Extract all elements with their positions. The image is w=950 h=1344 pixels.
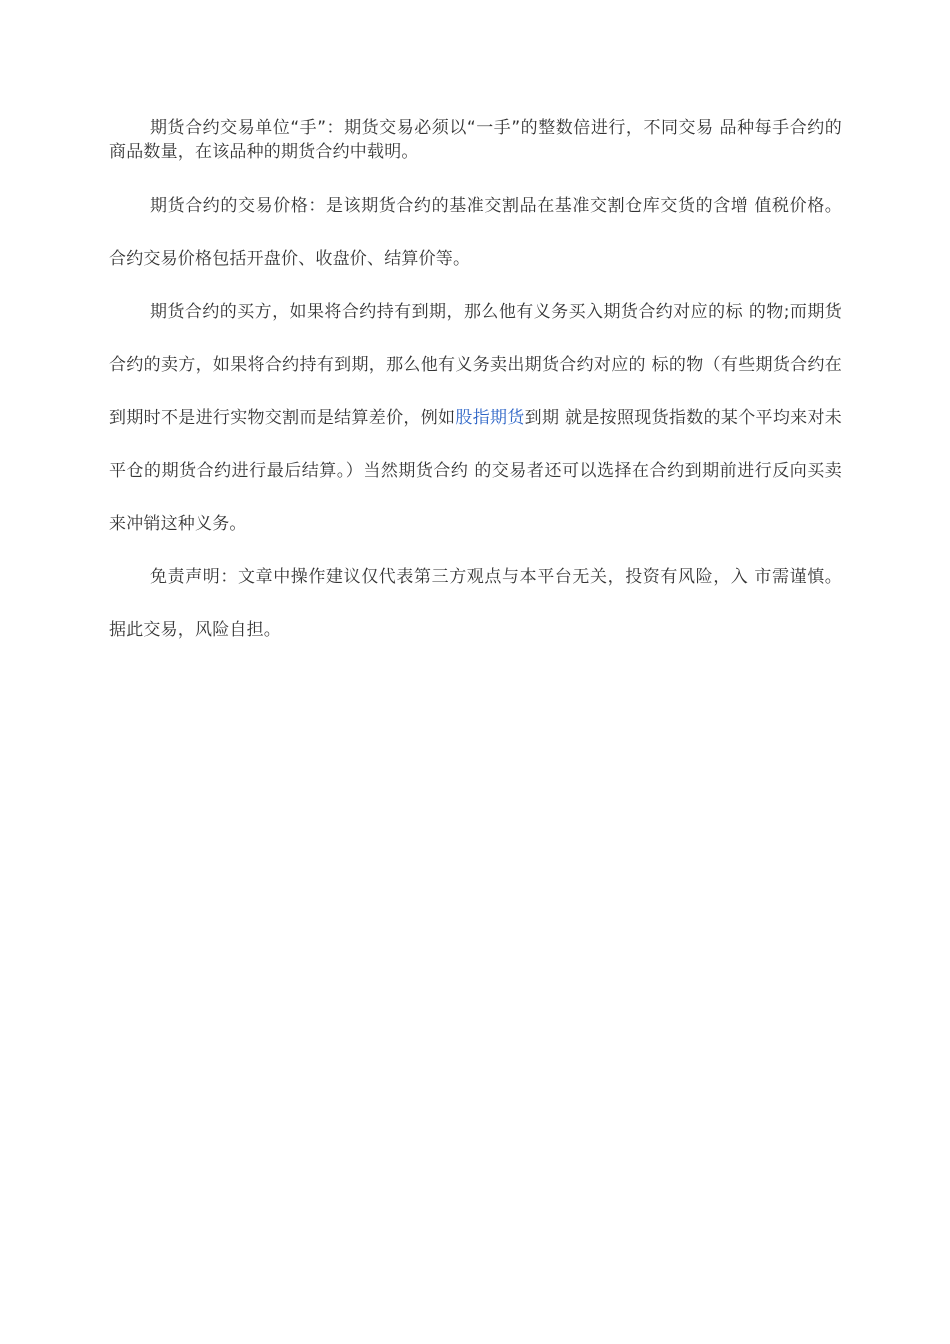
paragraph-trading-unit: 期货合约交易单位“手”：期货交易必须以“一手”的整数倍进行，不同交易 品种每手合约的商品数量，在该品种的期货合约中载明。 bbox=[109, 118, 842, 162]
paragraph-disclaimer: 免责声明：文章中操作建议仅代表第三方观点与本平台无关，投资有风险，入 市需谨慎。据此交易，风险自担。 bbox=[109, 567, 842, 640]
paragraph-text-after-link: 到期 就是按照现货指数的某个平均来对未平仓的期货合约进行最后结算。）当然期货合约 的交易者还可以选择在合约到期前进行反向买卖来冲销这种义务。 bbox=[109, 408, 842, 534]
paragraph-buyer-seller bbox=[109, 286, 842, 551]
paragraph-text-before-link: 期货合约的买方，如果将合约持有到期，那么他有义务买入期货合约对应的标 的物;而期货合约的卖方，如果将合约持有到期，那么他有义务卖出期货合约对应的 标的物（有些期货合约在到期时不是进行实物交割而是结算差价，例如 bbox=[109, 302, 842, 428]
article-body bbox=[109, 116, 842, 657]
paragraph-trading-price: 期货合约的交易价格：是该期货合约的基准交割品在基准交割仓库交货的含增 值税价格。合约交易价格包括开盘价、收盘价、结算价等。 bbox=[109, 196, 842, 269]
stock-index-futures-link[interactable]: 股指期货 bbox=[455, 408, 525, 428]
